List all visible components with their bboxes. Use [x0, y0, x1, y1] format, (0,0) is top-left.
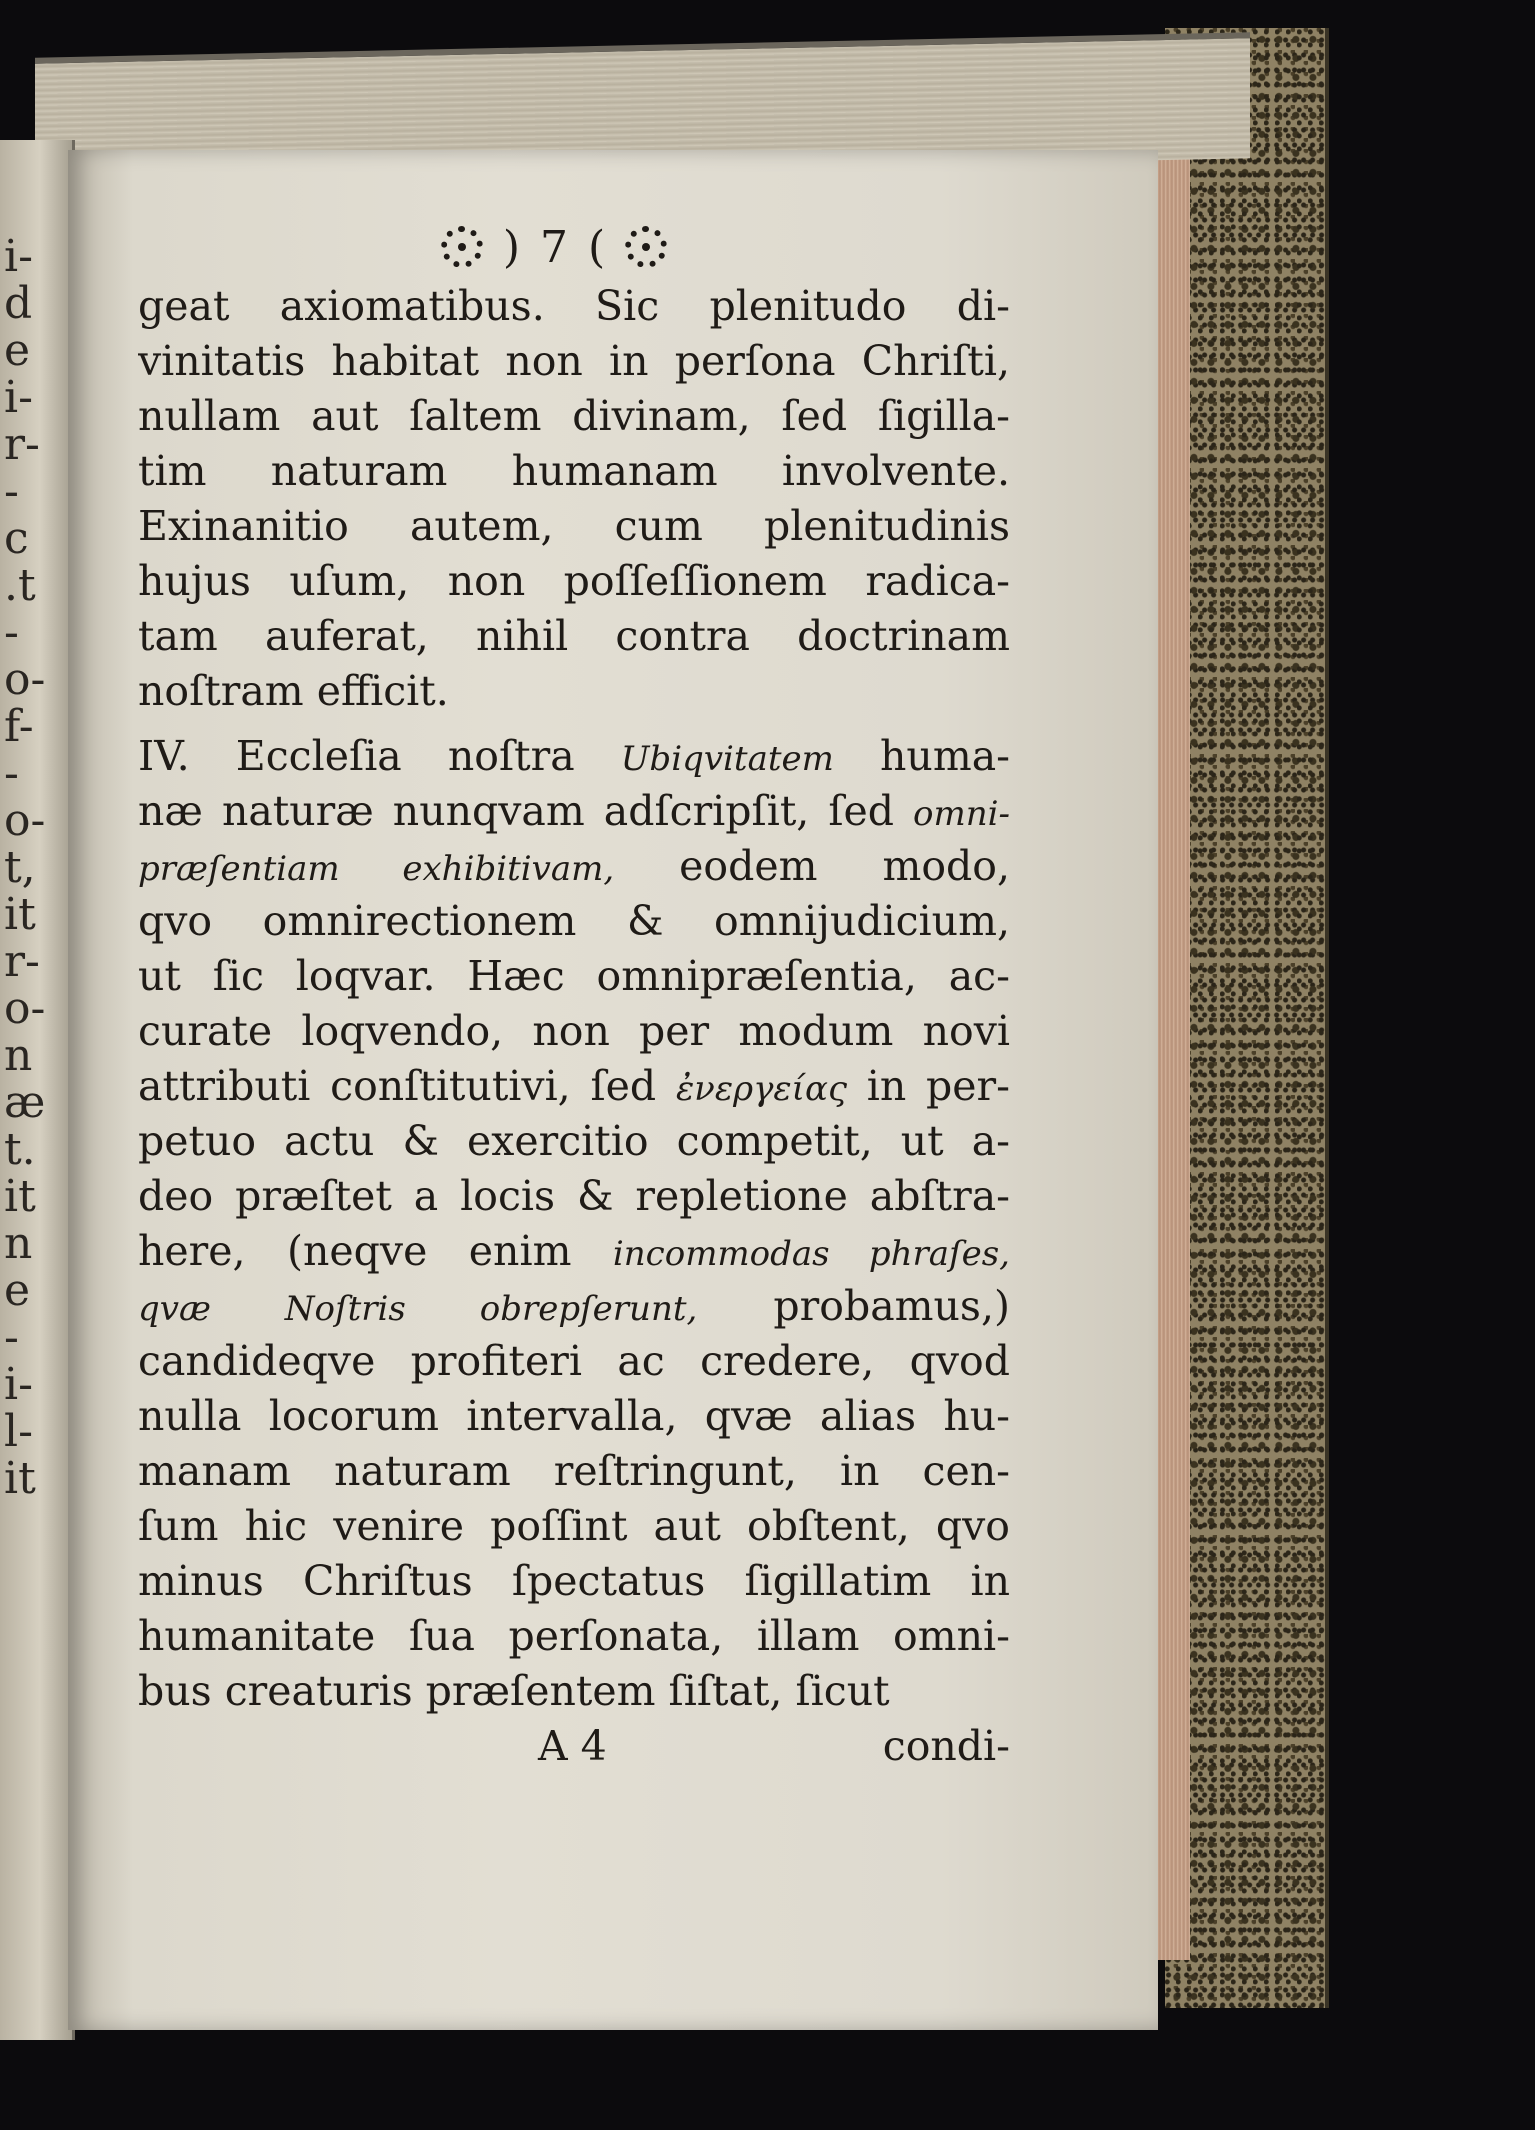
left-page-line-end: r-	[4, 419, 40, 470]
rosette-ornament-right-icon	[625, 226, 667, 268]
text-line	[138, 1224, 1010, 1279]
italic-segment: Ubiqvitatem	[620, 739, 834, 779]
running-header	[98, 215, 1010, 279]
left-page-line-end: i-	[4, 231, 33, 282]
left-page-line-end: i-	[4, 1359, 33, 1410]
text-segment: IV. Eccleſia noſtra	[138, 732, 621, 780]
left-page-line-end: it	[4, 889, 36, 940]
left-page-line-end: .t	[4, 560, 36, 611]
text-segment: eodem modo,	[614, 842, 1010, 890]
italic-segment: incommodas phraſes,	[612, 1234, 1010, 1274]
catchword: condi-	[882, 1722, 1010, 1770]
left-page-line-end: f-	[4, 701, 34, 752]
italic-segment: ἐνεργείας	[675, 1069, 847, 1109]
left-page-line-end: o-	[4, 983, 46, 1034]
left-page-line-end: n	[4, 1218, 33, 1269]
text-line	[138, 839, 1010, 894]
text-line	[138, 1279, 1010, 1334]
header-paren-right: (	[588, 221, 606, 273]
left-page-line-end: l-	[4, 1406, 33, 1457]
text-line	[138, 1389, 1010, 1444]
text-line: nullam aut ſaltem divinam, ſed ſigilla-	[138, 392, 1010, 440]
text-segment: petuo actu & exercitio competit, ut a-	[138, 1117, 1010, 1165]
left-page-line-end: o-	[4, 654, 46, 705]
text-line	[138, 894, 1010, 949]
left-page-line-end: it	[4, 1453, 36, 1504]
left-page-line-end: -	[4, 748, 19, 799]
text-segment: here, (neqve enim	[138, 1227, 613, 1275]
text-line	[138, 784, 1010, 839]
left-page-line-end: c	[4, 513, 29, 564]
text-line: noſtram efficit.	[138, 667, 449, 715]
text-line	[138, 729, 1010, 784]
text-line	[138, 1059, 1010, 1114]
left-page-line-end: -	[4, 1312, 19, 1363]
text-segment: probamus,)	[697, 1282, 1010, 1330]
text-segment: in per-	[846, 1062, 1010, 1110]
left-page-line-end: e	[4, 1265, 31, 1316]
italic-segment: præſentiam exhibitivam,	[138, 849, 615, 889]
text-segment: ſum hic venire poſſint aut obſtent, qvo	[138, 1502, 1010, 1550]
text-line: vinitatis habitat non in perſona Chriſti,	[138, 337, 1010, 385]
italic-segment: omni-	[913, 794, 1010, 834]
text-segment: deo præſtet a locis & repletione abſtra-	[138, 1172, 1010, 1220]
text-segment: qvo omnirectionem & omnijudicium,	[138, 897, 1010, 945]
text-segment: huma-	[833, 732, 1010, 780]
text-line	[138, 1004, 1010, 1059]
text-line	[138, 1169, 1010, 1224]
text-segment: attributi conſtitutivi, ſed	[138, 1062, 676, 1110]
rosette-ornament-left-icon	[441, 226, 483, 268]
left-page-line-end: it	[4, 1171, 36, 1222]
text-segment: næ naturæ nunqvam adſcripſit, ſed	[138, 787, 914, 835]
signature-mark: A 4	[538, 1722, 607, 1770]
left-page-line-end: i-	[4, 372, 33, 423]
left-page-line-end: t,	[4, 842, 36, 893]
text-line: hujus uſum, non poſſeſſionem radica-	[138, 557, 1010, 605]
left-page-line-end: -	[4, 607, 19, 658]
text-line	[138, 1499, 1010, 1554]
text-line	[138, 1444, 1010, 1499]
text-line	[138, 1609, 1010, 1664]
page-number: 7	[540, 221, 568, 273]
left-page-line-end: æ	[4, 1077, 46, 1128]
left-page-line-end: d	[4, 278, 33, 329]
paragraph-2	[138, 729, 1010, 1719]
text-segment: curate loqvendo, non per modum novi	[138, 1007, 1010, 1055]
header-paren-left: )	[502, 221, 520, 273]
text-line: geat axiomatibus. Sic plenitudo di-	[138, 282, 1010, 330]
left-page-line-end: n	[4, 1030, 33, 1081]
text-line: tam auferat, nihil contra doctrinam	[138, 612, 1010, 660]
text-line: Exinanitio autem, cum plenitudinis	[138, 502, 1010, 550]
text-line	[138, 1554, 1010, 1609]
text-segment: minus Chriſtus ſpectatus ſigillatim in	[138, 1557, 1010, 1605]
left-page-line-end: e	[4, 325, 31, 376]
text-segment: ut ſic loqvar. Hæc omnipræſentia, ac-	[138, 952, 1010, 1000]
left-page-line-end: t.	[4, 1124, 36, 1175]
text-segment: humanitate ſua perſonata, illam omni-	[138, 1612, 1010, 1660]
left-page-sliver	[0, 140, 75, 2040]
text-line: tim naturam humanam involvente.	[138, 447, 1010, 495]
text-line	[138, 949, 1010, 1004]
text-line	[138, 1114, 1010, 1169]
text-line	[138, 1664, 1010, 1719]
left-page-line-end: o-	[4, 795, 46, 846]
left-page-line-end: -	[4, 466, 19, 517]
text-segment: bus creaturis præſentem ſiſtat, ſicut	[138, 1667, 890, 1715]
italic-segment: qvæ Noſtris obrepſerunt,	[138, 1289, 698, 1329]
paragraph-1	[138, 279, 1010, 719]
text-segment: candideqve profiteri ac credere, qvod	[138, 1337, 1010, 1385]
right-page	[68, 150, 1158, 2030]
page-text-block	[138, 215, 1010, 1774]
text-line	[138, 1334, 1010, 1389]
left-page-line-end: r-	[4, 936, 40, 987]
text-segment: manam naturam reſtringunt, in cen-	[138, 1447, 1010, 1495]
text-segment: nulla locorum intervalla, qvæ alias hu-	[138, 1392, 1010, 1440]
page-footer	[138, 1719, 1010, 1774]
